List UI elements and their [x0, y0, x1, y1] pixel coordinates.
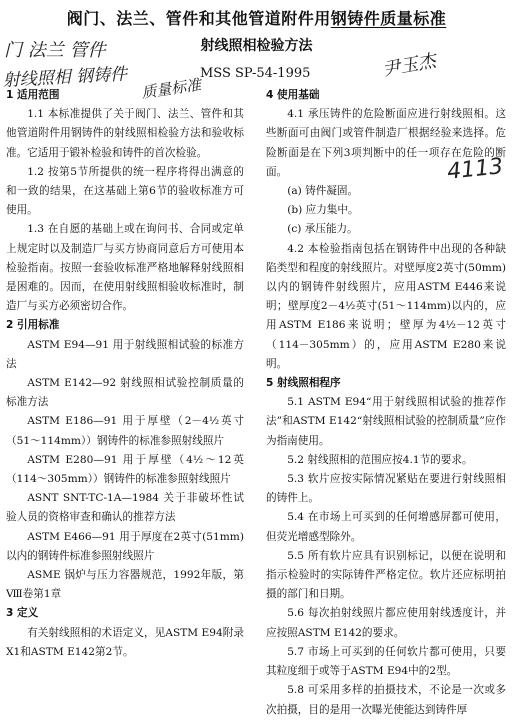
- handwritten-note: 门 法兰 管件: [4, 40, 106, 61]
- section-heading: 1 适用范围: [6, 89, 60, 101]
- paragraph: 5.6 每次拍射线照片都应使用射线透度计，并应按照ASTM E142的要求。: [266, 607, 506, 639]
- paragraph: ASTM E94—91 用于射线照相试验的标准方法: [6, 338, 244, 370]
- handwritten-note: 质量标准: [140, 75, 203, 102]
- paragraph: 5.7 市场上可买到的任何软片都可使用，只要其粒度细于或等于ASTM E94中的2型。: [266, 645, 506, 678]
- section-heading: 3 定义: [6, 607, 39, 620]
- handwritten-number: 4113: [446, 154, 505, 185]
- right-column: [266, 86, 506, 720]
- paragraph: 5.4 在市场上可买到的任何增感屏都可使用，但荧光增感型除外。: [266, 511, 506, 543]
- paragraph: 有关射线照相的术语定义，见ASTM E94附录X1和ASTM E142第2节。: [6, 626, 244, 658]
- section-heading: 4 使用基础: [266, 89, 320, 101]
- paragraph: 4.1 承压铸件的危险断面应进行射线照相。这些断面可由阀门或管件制造厂根据经验来选择。危险断面是在下列3项判断中的任一项存在危险的断面。: [266, 108, 506, 178]
- paragraph: (b) 应力集中。: [287, 204, 359, 217]
- paragraph: 5.5 所有软片应具有识别标记，以便在说明和指示检验时的实际铸件严格定位。软片还应标明拍摄的部门和日期。: [266, 549, 506, 601]
- document-title-underlined: 钢铸件质量标准: [330, 9, 447, 28]
- paragraph: 1.1 本标准提供了关于阀门、法兰、管件和其他管道附件用钢铸件的射线照相检验方法和验收标准。它适用于锻补检验和铸件的首次检验。: [6, 108, 244, 159]
- paragraph: ASNT SNT-TC-1A—1984 关于非破坏性试验人员的资格审查和确认的推荐方法: [6, 492, 244, 524]
- standard-code: MSS SP-54-1995: [200, 66, 311, 81]
- paragraph: 1.2 按第5节所提供的统一程序将得出满意的和一致的结果，在这基础上第6节的验收标准方可使用。: [6, 165, 244, 217]
- paragraph: 5.2 射线照相的范围应按4.1节的要求。: [287, 453, 473, 466]
- paragraph: ASTM E280—91 用于厚壁（4½～12英（114～305mm））钢铸件的标准参照射线照片: [6, 453, 244, 486]
- paragraph: 4.2 本检验指南包括在钢铸件中出现的各种缺陷类型和程度的射线照片。对壁厚度2英寸(50mm)以内的钢铸件射线照片，应用ASTM E446来说明；壁厚度2－4½英寸(51～114mm)以内的，应用ASTM E186来说明；壁厚为4½－12英寸（114－305mm）的，应用ASTM E280来说明。: [266, 242, 506, 370]
- left-column: [6, 86, 244, 662]
- paragraph: ASME 锅炉与压力容器规范，1992年版，第Ⅷ卷第1章: [6, 569, 244, 601]
- paragraph: ASTM E186—91 用于厚壁（2－4½英寸（51～114mm））钢铸件的标准参照射线照片: [6, 415, 244, 447]
- paragraph: 1.3 在自愿的基础上或在询问书、合同或定单上规定时以及制造厂与买方协商同意后方可使用本检验指南。按照一套验收标准严格地解释射线照相是困难的。因而，在使用射线照相验收标准时，制造厂与买方必须密切合作。: [6, 223, 244, 313]
- section-heading: 5 射线照相程序: [266, 377, 341, 390]
- handwritten-note: 射线照相 钢铸件: [2, 64, 128, 91]
- paragraph: (a) 铸件凝固。: [287, 185, 359, 198]
- paragraph: ASTM E466—91 用于厚度在2英寸(51mm)以内的钢铸件标准参照射线照片: [6, 530, 244, 562]
- handwritten-signature: 尹玉杰: [380, 50, 438, 81]
- paragraph: 5.3 软片应按实际情况紧贴在要进行射线照相的铸件上。: [266, 473, 506, 505]
- paragraph: 5.1 ASTM E94“用于射线照相试验的推荐作法”和ASTM E142“射线照相试验的控制质量”应作为指南使用。: [266, 396, 506, 447]
- document-subtitle: 射线照相检验方法: [200, 38, 313, 54]
- paragraph: 5.8 可采用多样的拍摄技术，不论是一次或多次拍摄，目的是用一次曝光使能达到铸件厚: [266, 684, 506, 716]
- section-heading: 2 引用标准: [6, 319, 60, 332]
- paragraph: (c) 承压能力。: [287, 223, 358, 236]
- paragraph: ASTM E142—92 射线照相试验控制质量的标准方法: [6, 377, 244, 409]
- document-title: 阀门、法兰、管件和其他管道附件用钢铸件质量标准: [66, 9, 447, 28]
